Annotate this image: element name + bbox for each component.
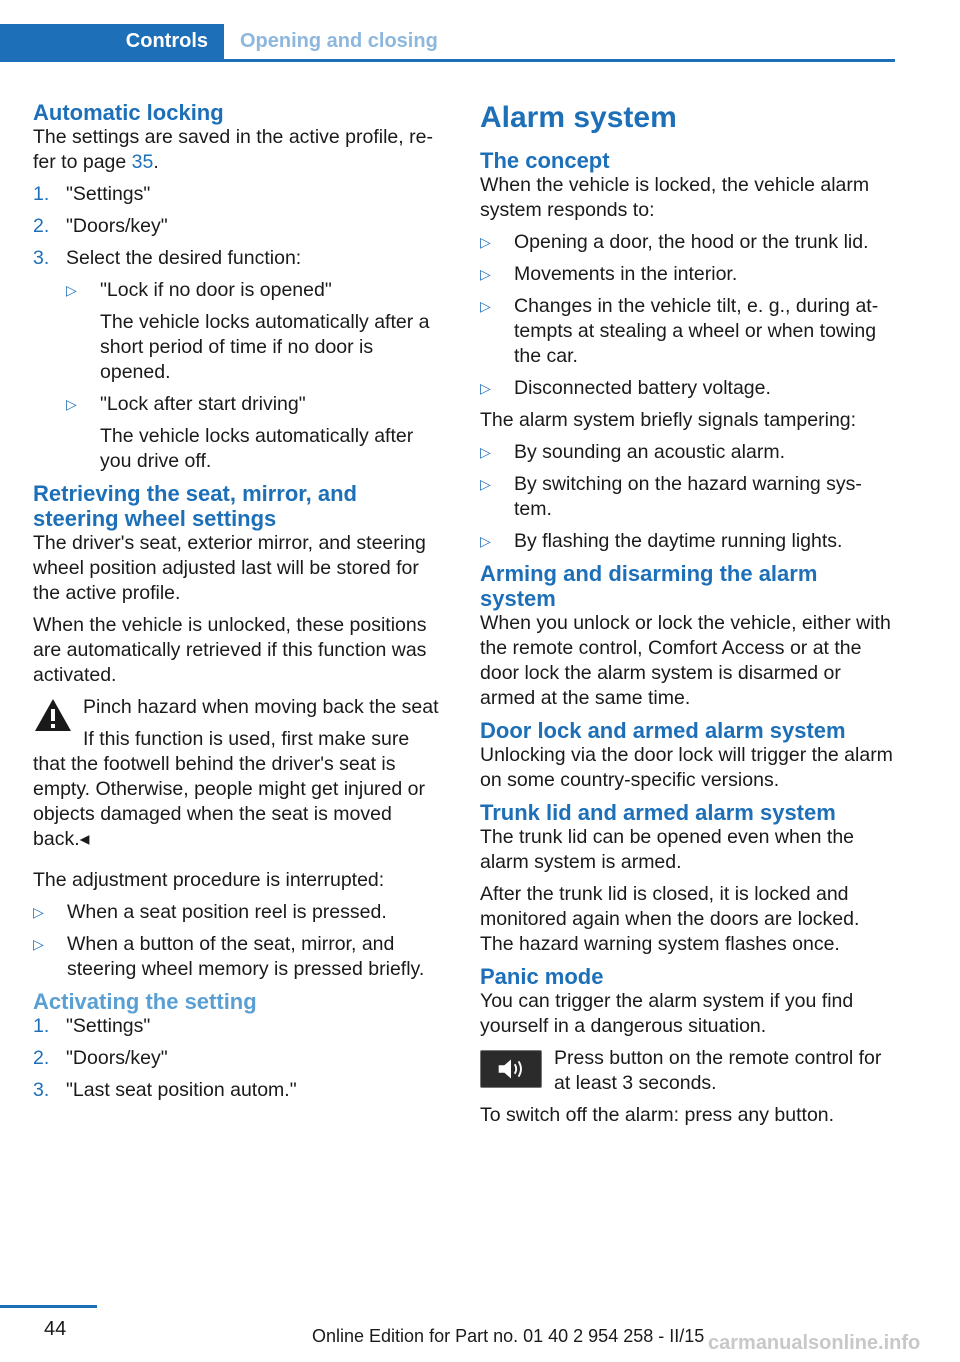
list-item: ▷ "Lock if no door is opened" The vehicle locks automatically after a short period of time if no door is opened. xyxy=(66,279,430,383)
list-item: ▷ Movements in the interior. xyxy=(480,263,738,285)
panic-off-text: To switch off the alarm: press any button. xyxy=(480,1104,835,1126)
edition-footer: Online Edition for Part no. 01 40 2 954 258 - II/15 xyxy=(312,1326,705,1346)
footer-rule xyxy=(0,1305,97,1308)
warning-triangle-icon xyxy=(33,697,73,733)
trunk-p2: After the trunk lid is closed, it is locked and monitored again when the doors are locked. The hazard warning system flashes once. xyxy=(480,883,860,955)
trunk-p1: The trunk lid can be opened even when the alarm system is armed. xyxy=(480,826,855,873)
bullet-triangle-icon: ▷ xyxy=(33,904,44,920)
panic-text: You can trigger the alarm system if you find yourself in a dangerous situation. xyxy=(480,990,854,1037)
list-item: 2. "Doors/key" xyxy=(33,1047,168,1069)
bullet-triangle-icon: ▷ xyxy=(480,444,491,460)
bullet-triangle-icon: ▷ xyxy=(66,282,77,298)
bullet-triangle-icon: ▷ xyxy=(480,533,491,549)
interrupt-list xyxy=(33,900,445,982)
bullet-triangle-icon: ▷ xyxy=(480,234,491,250)
arming-heading: Arming and disarming the alarm system xyxy=(480,561,818,611)
trunk-heading: Trunk lid and armed alarm system xyxy=(480,800,836,825)
list-item: 2. "Doors/key" xyxy=(33,215,168,237)
list-item: ▷ Opening a door, the hood or the trunk lid. xyxy=(480,231,869,253)
list-item: ▷ By sounding an acoustic alarm. xyxy=(480,441,785,463)
bullet-triangle-icon: ▷ xyxy=(33,936,44,952)
list-item: ▷ By switching on the hazard warning sys‐tem. xyxy=(480,473,862,520)
list-item: 3. "Last seat position autom." xyxy=(33,1079,297,1101)
bullet-triangle-icon: ▷ xyxy=(480,298,491,314)
signals-list xyxy=(480,440,898,554)
retrieving-heading: Retrieving the seat, mirror, and steering wheel settings xyxy=(33,481,357,531)
warning-title: Pinch hazard when moving back the seat xyxy=(83,696,439,718)
retrieving-p2: When the vehicle is unlocked, these positions are automatically retrieved if this function was activated. xyxy=(33,614,427,686)
function-options xyxy=(66,278,445,474)
page-number: 44 xyxy=(44,1318,67,1340)
arming-text: When you unlock or lock the vehicle, either with the remote control, Comfort Access or at the door lock the alarm system is disarmed or armed at the same time. xyxy=(480,612,891,709)
concept-heading: The concept xyxy=(480,148,610,173)
panic-button-block xyxy=(480,1046,898,1096)
warning-block xyxy=(33,695,445,852)
signals-intro: The alarm system briefly signals tampering: xyxy=(480,409,857,431)
bullet-triangle-icon: ▷ xyxy=(480,266,491,282)
list-item: 3. Select the desired function: ▷ "Lock if no door is opened" The vehicle locks automatically after a short period of time if no door is opened. ▷ "Lock after start driving" The vehicle locks automatically after you drive off. xyxy=(33,246,445,474)
list-item: 1. "Settings" xyxy=(33,1015,151,1037)
list-item: ▷ When a button of the seat, mirror, and steering wheel memory is pressed briefly. xyxy=(33,933,425,980)
retrieving-p1: The driver's seat, exterior mirror, and steering wheel position adjusted last will be stored for the active profile. xyxy=(33,532,426,604)
responds-list xyxy=(480,230,898,401)
page-title: Alarm system xyxy=(480,101,677,134)
concept-intro: When the vehicle is locked, the vehicle alarm system responds to: xyxy=(480,174,870,221)
list-item: ▷ By flashing the daytime running lights. xyxy=(480,530,843,552)
list-item: ▷ "Lock after start driving" The vehicle locks automatically after you drive off. xyxy=(66,393,414,472)
door-lock-heading: Door lock and armed alarm system xyxy=(480,718,846,743)
tab-opening-and-closing[interactable]: Opening and closing xyxy=(240,30,438,52)
section-header xyxy=(0,24,895,62)
tab-controls[interactable]: Controls xyxy=(0,24,224,59)
automatic-locking-intro: The settings are saved in the active profile, re‐fer to page 35. xyxy=(33,126,433,173)
activating-steps xyxy=(33,1014,445,1103)
panic-heading: Panic mode xyxy=(480,964,604,989)
door-lock-text: Unlocking via the door lock will trigger the alarm on some country-specific versions. xyxy=(480,744,893,791)
activating-heading: Activating the setting xyxy=(33,989,257,1014)
list-item: ▷ When a seat position reel is pressed. xyxy=(33,901,387,923)
right-column xyxy=(480,100,898,1135)
settings-steps xyxy=(33,182,445,474)
list-item: ▷ Changes in the vehicle tilt, e. g., during at‐tempts at stealing a wheel or when towing the car. xyxy=(480,295,879,367)
warning-text: If this function is used, first make sure that the footwell behind the driver's seat is empty. Otherwise, people might get injured or objects damaged when the seat is moved back.◂ xyxy=(33,728,425,850)
bullet-triangle-icon: ▷ xyxy=(66,396,77,412)
bullet-triangle-icon: ▷ xyxy=(480,476,491,492)
interrupt-intro: The adjustment procedure is interrupted: xyxy=(33,869,385,891)
automatic-locking-heading: Automatic locking xyxy=(33,100,224,125)
list-item: ▷ Disconnected battery voltage. xyxy=(480,377,771,399)
list-item: 1. "Settings" xyxy=(33,183,151,205)
speaker-icon xyxy=(480,1050,542,1088)
bullet-triangle-icon: ▷ xyxy=(480,380,491,396)
left-column xyxy=(33,100,445,1110)
panic-button-text: Press button on the remote control for at least 3 seconds. xyxy=(554,1047,882,1094)
page-reference-link[interactable]: 35 xyxy=(131,151,154,173)
watermark: carmanualsonline.info xyxy=(708,1332,921,1354)
